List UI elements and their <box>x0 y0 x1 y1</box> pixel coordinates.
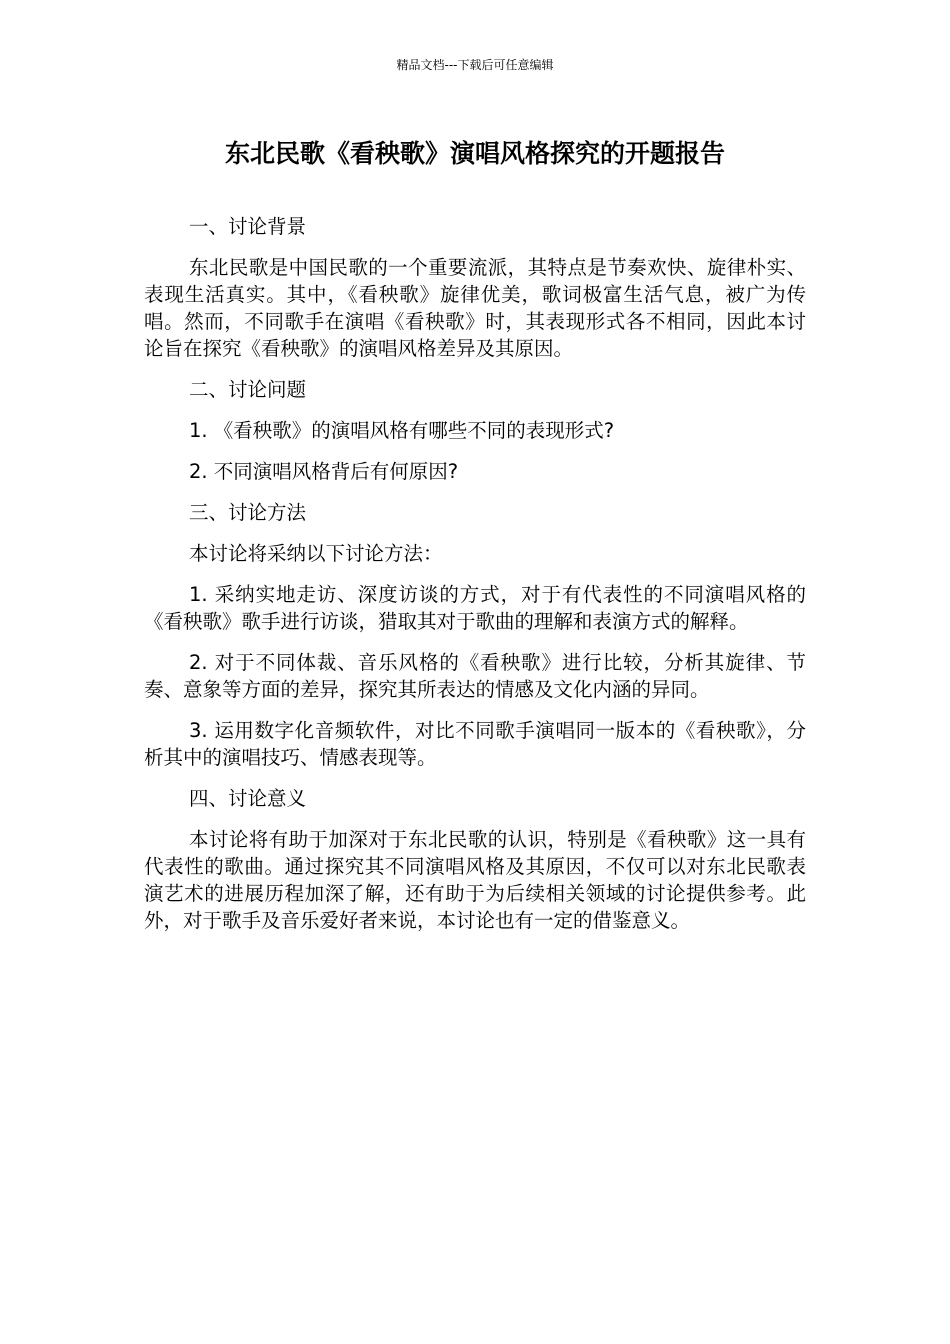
section-heading-background: 一、讨论背景 <box>189 215 307 238</box>
question-item-1: 1. 《看秧歌》的演唱风格有哪些不同的表现形式? <box>189 419 615 442</box>
document-body <box>144 213 806 948</box>
paragraph-background: 东北民歌是中国民歌的一个重要流派，其特点是节奏欢快、旋律朴实、表现生活真实。其中，《看秧歌》旋律优美，歌词极富生活气息，被广为传唱。然而，不同歌手在演唱《看秧歌》时，其表现形式各不相同，因此本讨论旨在探究《看秧歌》的演唱风格差异及其原因。 <box>144 256 806 360</box>
section-heading-questions: 二、讨论问题 <box>189 378 307 401</box>
document-title: 东北民歌《看秧歌》演唱风格探究的开题报告 <box>224 139 725 168</box>
section-heading-significance: 四、讨论意义 <box>189 787 307 810</box>
paragraph-significance: 本讨论将有助于加深对于东北民歌的认识，特别是《看秧歌》这一具有代表性的歌曲。通过探究其不同演唱风格及其原因，不仅可以对东北民歌表演艺术的进展历程加深了解，还有助于为后续相关领域的讨论提供参考。此外，对于歌手及音乐爱好者来说，本讨论也有一定的借鉴意义。 <box>144 828 806 932</box>
question-item-2: 2. 不同演唱风格背后有何原因? <box>189 460 459 483</box>
method-item-1: 1. 采纳实地走访、深度访谈的方式，对于有代表性的不同演唱风格的《看秧歌》歌手进行访谈，猎取其对于歌曲的理解和表演方式的解释。 <box>144 583 806 633</box>
method-item-2: 2. 对于不同体裁、音乐风格的《看秧歌》进行比较，分析其旋律、节奏、意象等方面的差异，探究其所表达的情感及文化内涵的异同。 <box>144 651 806 701</box>
method-item-3: 3. 运用数字化音频软件，对比不同歌手演唱同一版本的《看秧歌》，分析其中的演唱技巧、情感表现等。 <box>144 719 806 769</box>
methods-intro: 本讨论将采纳以下讨论方法： <box>189 542 443 565</box>
section-heading-methods: 三、讨论方法 <box>189 501 307 524</box>
page-header-note: 精品文档---下载后可任意编辑 <box>396 58 554 72</box>
